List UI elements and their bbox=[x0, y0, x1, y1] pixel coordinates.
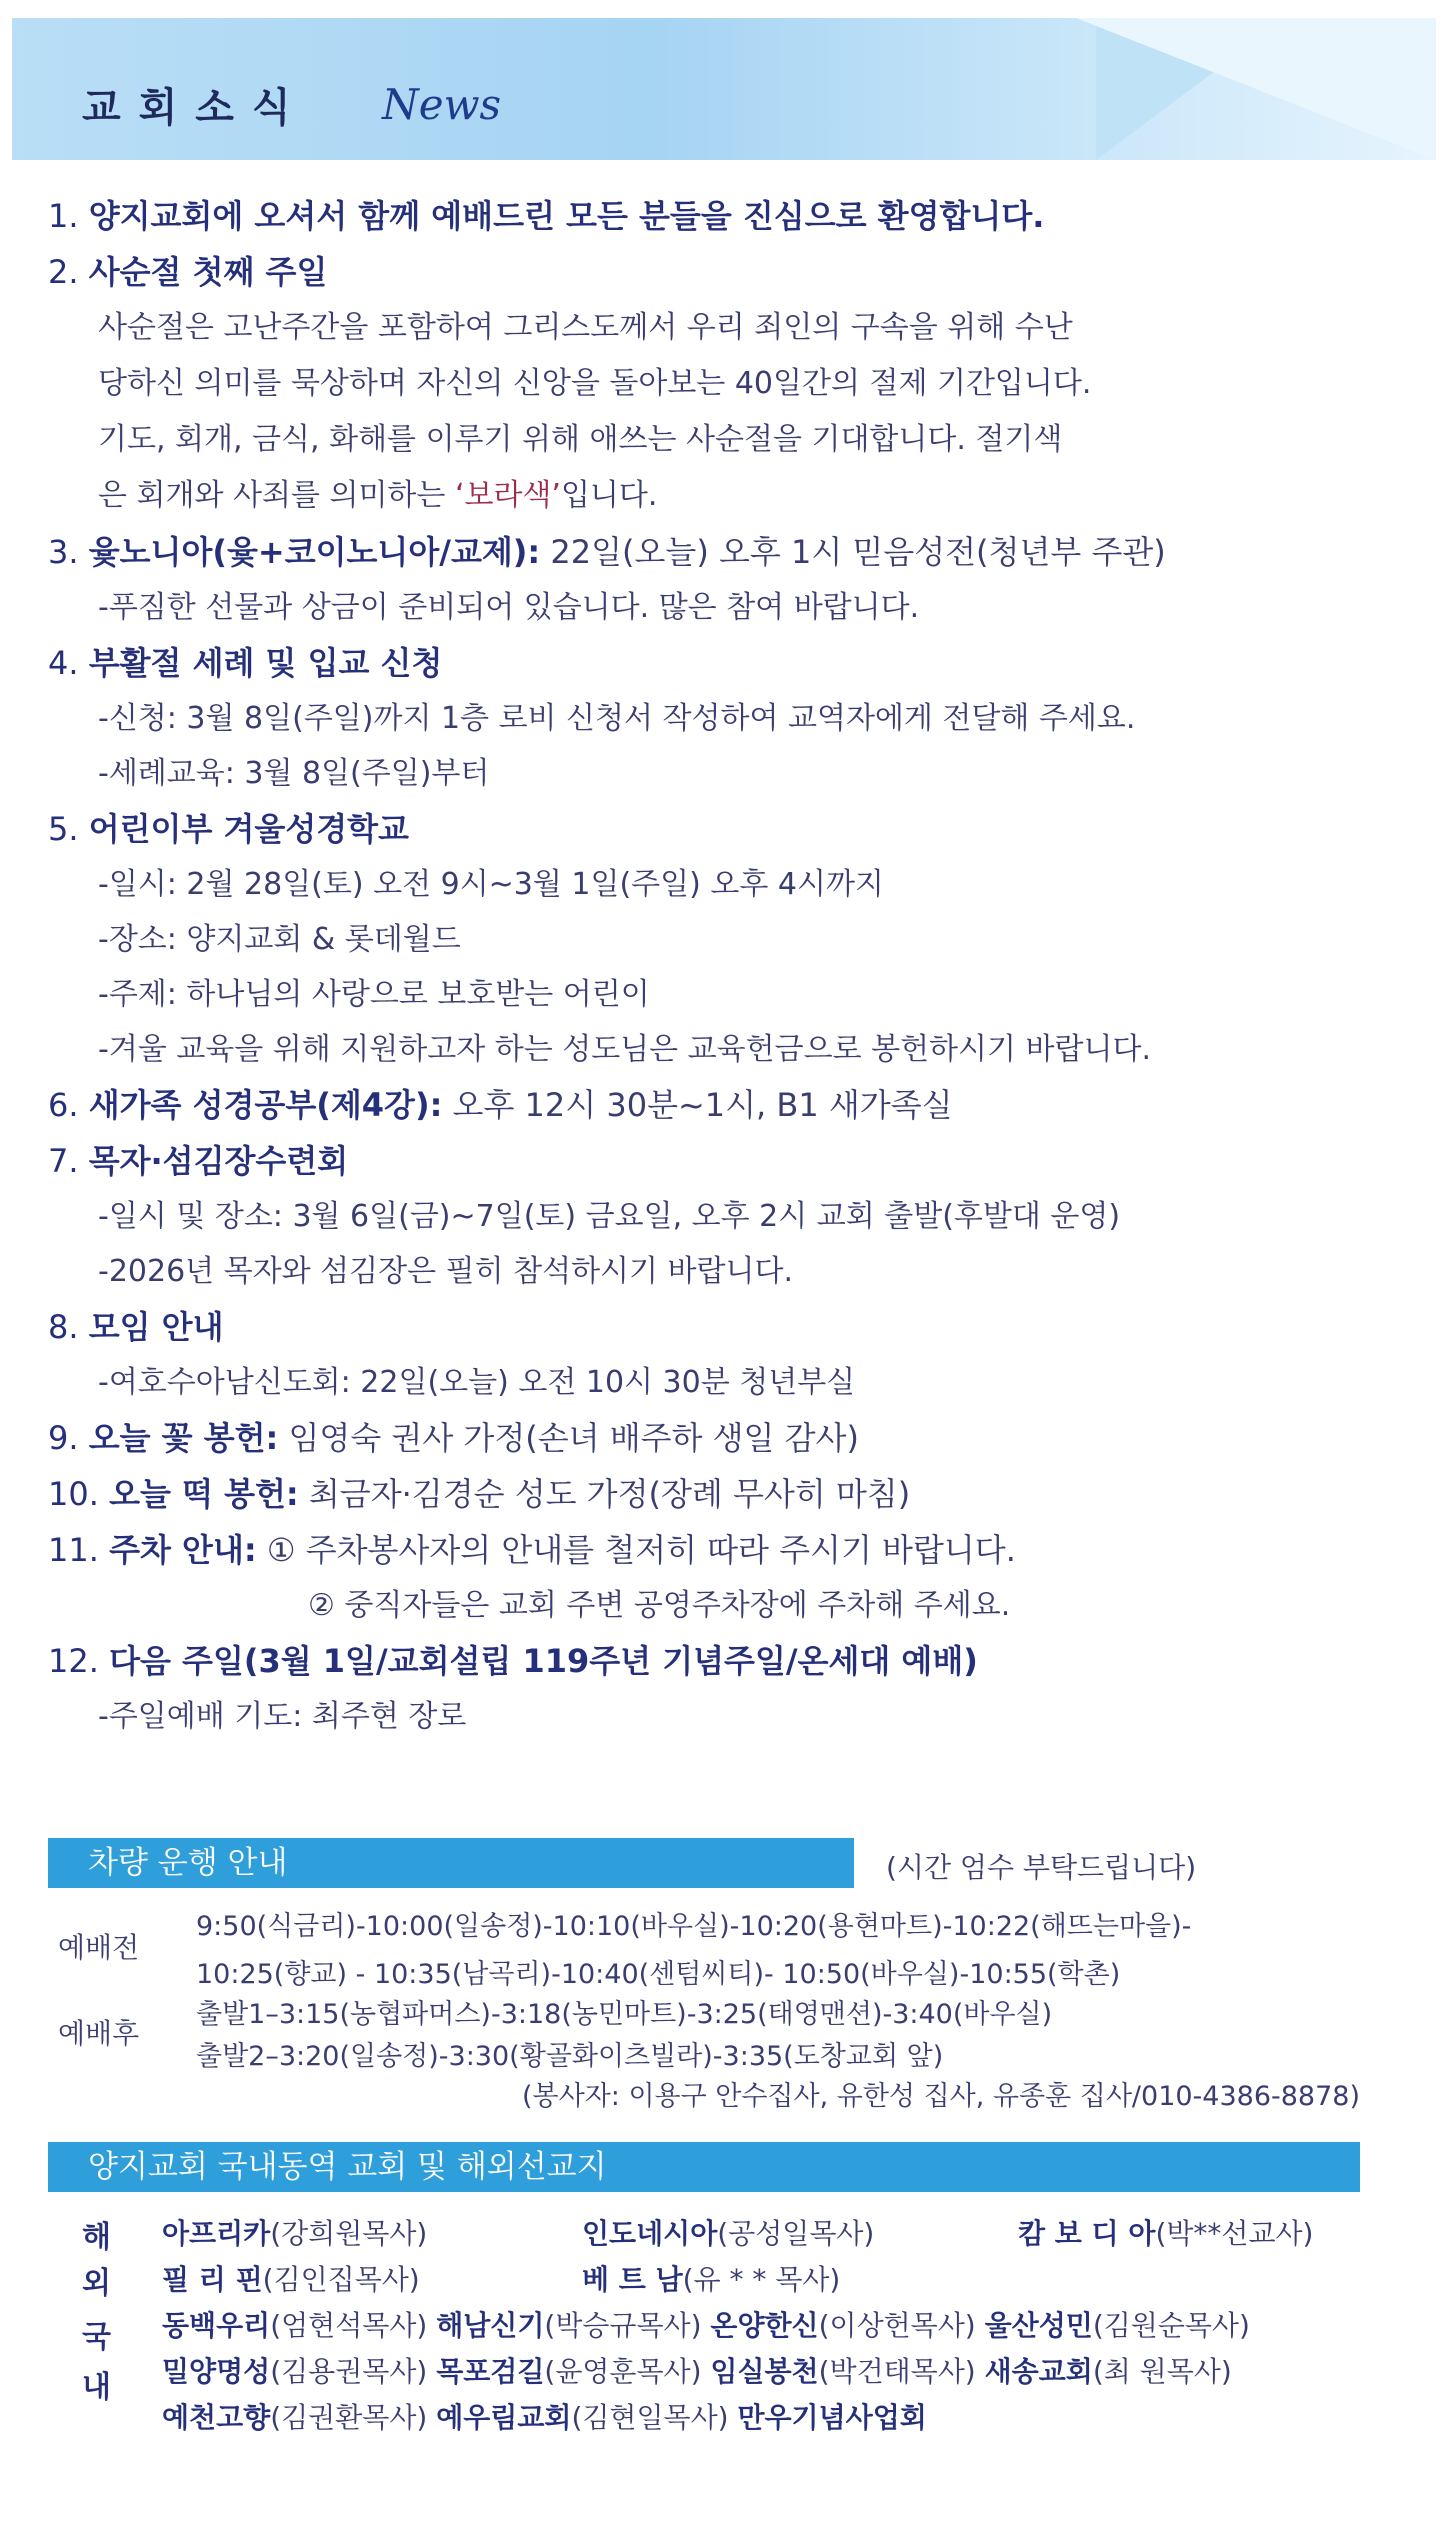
bus-before-line-2: 10:25(향교) - 10:35(남곡리)-10:40(센텀씨티)- 10:50(바우실)-10:55(학촌) bbox=[196, 1959, 1121, 1990]
mission-name: 울산성민 bbox=[984, 2309, 1093, 2342]
mission-pastor: (유 * * 목사) bbox=[682, 2263, 841, 2296]
bus-after-line-1: 출발1–3:15(농협파머스)-3:18(농민마트)-3:25(태영맨션)-3:40(바우실) bbox=[196, 1999, 1053, 2030]
bus-after-line-2: 출발2–3:20(일송정)-3:30(황골화이츠빌라)-3:35(도창교회 앞) bbox=[196, 2041, 944, 2072]
mission-pastor: (이상헌목사) bbox=[818, 2309, 985, 2342]
domestic-row-1 bbox=[162, 2304, 1250, 2344]
item-number: 6. bbox=[48, 1086, 79, 1124]
item-number: 4. bbox=[48, 644, 79, 682]
highlight-color-word: ‘보라색’ bbox=[454, 478, 561, 513]
domestic-label: 내 bbox=[82, 2370, 111, 2405]
news-item-5 bbox=[48, 801, 1408, 857]
item-subline: -장소: 양지교회 & 롯데월드 bbox=[98, 922, 461, 957]
bus-section-title: 차량 운행 안내 bbox=[48, 1838, 854, 1888]
item-subline: -세례교육: 3월 8일(주일)부터 bbox=[98, 756, 490, 791]
paragraph-text: 은 회개와 사죄를 의미하는 bbox=[98, 478, 455, 513]
item-number: 5. bbox=[48, 810, 79, 848]
domestic-row-2 bbox=[162, 2350, 1232, 2390]
item-number: 8. bbox=[48, 1308, 79, 1346]
item-title: 부활절 세례 및 입교 신청 bbox=[88, 644, 443, 682]
news-item-12 bbox=[48, 1633, 1408, 1689]
mission-pastor: (김인집목사) bbox=[262, 2263, 420, 2296]
item-number: 9. bbox=[48, 1419, 79, 1457]
item-number: 1. bbox=[48, 197, 79, 235]
item-subline: -일시: 2월 28일(토) 오전 9시~3월 1일(주일) 오후 4시까지 bbox=[98, 867, 884, 902]
item-subline: ② 중직자들은 교회 주변 공영주차장에 주차해 주세요. bbox=[308, 1588, 1011, 1623]
bus-note: (시간 엄수 부탁드립니다) bbox=[886, 1851, 1197, 1884]
header-title: 교회소식 bbox=[82, 85, 309, 131]
item-title: 사순절 첫째 주일 bbox=[88, 253, 328, 291]
item-subline: -주제: 하나님의 사랑으로 보호받는 어린이 bbox=[98, 977, 650, 1012]
item-title: 오늘 떡 봉헌: bbox=[109, 1475, 299, 1513]
mission-pastor: (엄현석목사) bbox=[270, 2309, 437, 2342]
news-item-8 bbox=[48, 1299, 1408, 1355]
item-subline: -주일예배 기도: 최주현 장로 bbox=[98, 1699, 467, 1734]
news-item-11 bbox=[48, 1522, 1408, 1578]
mission-pastor: (김용권목사) bbox=[270, 2355, 437, 2388]
item-paragraph-line bbox=[48, 468, 1408, 524]
item-title: 목자·섬김장수련회 bbox=[88, 1142, 349, 1180]
news-item-7 bbox=[48, 1133, 1408, 1189]
bus-before-label: 예배전 bbox=[58, 1931, 140, 1964]
item-number: 11. bbox=[48, 1531, 99, 1569]
news-item-9 bbox=[48, 1410, 1408, 1466]
mission-pastor: (김현일목사) bbox=[571, 2401, 738, 2434]
news-header bbox=[12, 18, 1436, 160]
news-item-10 bbox=[48, 1466, 1408, 1522]
news-list bbox=[48, 188, 1408, 1744]
item-title: 윷노니아(윷+코이노니아/교제): bbox=[88, 533, 541, 571]
bus-before-line-1: 9:50(식금리)-10:00(일송정)-10:10(바우실)-10:20(용현마트)-10:22(해뜨는마을)- bbox=[196, 1911, 1192, 1942]
mission-pastor: (박건태목사) bbox=[818, 2355, 985, 2388]
mission-name: 임실봉천 bbox=[710, 2355, 819, 2388]
news-item-3 bbox=[48, 524, 1408, 580]
overseas-label: 외 bbox=[82, 2266, 111, 2301]
mission-entry bbox=[1018, 2212, 1313, 2252]
mission-entry bbox=[582, 2258, 840, 2298]
item-title: 모임 안내 bbox=[88, 1308, 224, 1346]
mission-pastor: (최 원목사) bbox=[1092, 2355, 1232, 2388]
mission-pastor: (김권환목사) bbox=[270, 2401, 437, 2434]
mission-name: 목포검길 bbox=[436, 2355, 545, 2388]
news-item-1 bbox=[48, 188, 1408, 244]
item-title: 오늘 꽃 봉헌: bbox=[88, 1419, 279, 1457]
mission-pastor: (강희원목사) bbox=[270, 2217, 428, 2250]
mission-name: 예우림교회 bbox=[436, 2401, 572, 2434]
mission-pastor: (김원순목사) bbox=[1092, 2309, 1250, 2342]
item-number: 7. bbox=[48, 1142, 79, 1180]
item-detail: 최금자·김경순 성도 가정(장례 무사히 마침) bbox=[298, 1475, 911, 1513]
bus-after-label: 예배후 bbox=[58, 2017, 140, 2050]
item-number: 2. bbox=[48, 253, 79, 291]
item-number: 3. bbox=[48, 533, 79, 571]
news-item-6 bbox=[48, 1077, 1408, 1133]
mission-name: 만우기념사업회 bbox=[737, 2401, 927, 2434]
item-subline: -겨울 교육을 위해 지원하고자 하는 성도님은 교육헌금으로 봉헌하시기 바랍니다. bbox=[98, 1032, 1151, 1067]
header-decoration-light bbox=[1076, 18, 1436, 160]
item-paragraph-line: 당하신 의미를 묵상하며 자신의 신앙을 돌아보는 40일간의 절제 기간입니다. bbox=[98, 366, 1092, 401]
item-detail: ① 주차봉사자의 안내를 철저히 따라 주시기 바랍니다. bbox=[256, 1531, 1016, 1569]
mission-entry bbox=[582, 2212, 874, 2252]
overseas-label: 해 bbox=[82, 2220, 111, 2255]
domestic-label: 국 bbox=[82, 2320, 111, 2355]
mission-name: 캄 보 디 아 bbox=[1018, 2217, 1156, 2250]
item-title: 다음 주일(3월 1일/교회설립 119주년 기념주일/온세대 예배) bbox=[109, 1642, 978, 1680]
item-subline: -푸짐한 선물과 상금이 준비되어 있습니다. 많은 참여 바랍니다. bbox=[98, 590, 920, 625]
item-subline: -여호수아남신도회: 22일(오늘) 오전 10시 30분 청년부실 bbox=[98, 1365, 856, 1400]
paragraph-text: 입니다. bbox=[560, 478, 658, 513]
mission-pastor: (윤영훈목사) bbox=[544, 2355, 711, 2388]
domestic-row-3 bbox=[162, 2396, 927, 2436]
mission-pastor: (박승규목사) bbox=[544, 2309, 711, 2342]
news-item-4 bbox=[48, 635, 1408, 691]
mission-pastor: (박**선교사) bbox=[1155, 2217, 1314, 2250]
mission-name: 예천고향 bbox=[162, 2401, 271, 2434]
item-number: 12. bbox=[48, 1642, 99, 1680]
mission-name: 인도네시아 bbox=[582, 2217, 718, 2250]
header-subtitle: News bbox=[382, 80, 502, 129]
item-title: 새가족 성경공부(제4강): bbox=[88, 1086, 443, 1124]
mission-entry bbox=[162, 2258, 420, 2298]
item-detail: 22일(오늘) 오후 1시 믿음성전(청년부 주관) bbox=[540, 533, 1166, 571]
mission-name: 베 트 남 bbox=[582, 2263, 683, 2296]
item-title: 주차 안내: bbox=[109, 1531, 257, 1569]
item-subline: -신청: 3월 8일(주일)까지 1층 로비 신청서 작성하여 교역자에게 전달해 주세요. bbox=[98, 701, 1136, 736]
mission-name: 밀양명성 bbox=[162, 2355, 271, 2388]
mission-name: 필 리 핀 bbox=[162, 2263, 263, 2296]
mission-name: 온양한신 bbox=[710, 2309, 819, 2342]
mission-name: 새송교회 bbox=[984, 2355, 1093, 2388]
item-paragraph-line: 기도, 회개, 금식, 화해를 이루기 위해 애쓰는 사순절을 기대합니다. 절기색 bbox=[98, 422, 1063, 457]
item-subline: -2026년 목자와 섬김장은 필히 참석하시기 바랍니다. bbox=[98, 1254, 794, 1289]
mission-name: 동백우리 bbox=[162, 2309, 271, 2342]
item-detail: 임영숙 권사 가정(손녀 배주하 생일 감사) bbox=[278, 1419, 859, 1457]
bus-staff-info: (봉사자: 이용구 안수집사, 유한성 집사, 유종훈 집사/010-4386-8878) bbox=[521, 2081, 1360, 2112]
item-number: 10. bbox=[48, 1475, 99, 1513]
item-detail: 오후 12시 30분~1시, B1 새가족실 bbox=[442, 1086, 953, 1124]
item-title: 양지교회에 오셔서 함께 예배드린 모든 분들을 진심으로 환영합니다. bbox=[88, 197, 1045, 235]
missions-section-title: 양지교회 국내동역 교회 및 해외선교지 bbox=[48, 2142, 1360, 2192]
mission-name: 해남신기 bbox=[436, 2309, 545, 2342]
item-title: 어린이부 겨울성경학교 bbox=[88, 810, 409, 848]
item-subline: -일시 및 장소: 3월 6일(금)~7일(토) 금요일, 오후 2시 교회 출발(후발대 운영) bbox=[98, 1199, 1121, 1234]
mission-name: 아프리카 bbox=[162, 2217, 271, 2250]
news-item-2 bbox=[48, 244, 1408, 300]
item-paragraph-line: 사순절은 고난주간을 포함하여 그리스도께서 우리 죄인의 구속을 위해 수난 bbox=[98, 310, 1073, 345]
mission-entry bbox=[162, 2212, 427, 2252]
mission-pastor: (공성일목사) bbox=[717, 2217, 875, 2250]
